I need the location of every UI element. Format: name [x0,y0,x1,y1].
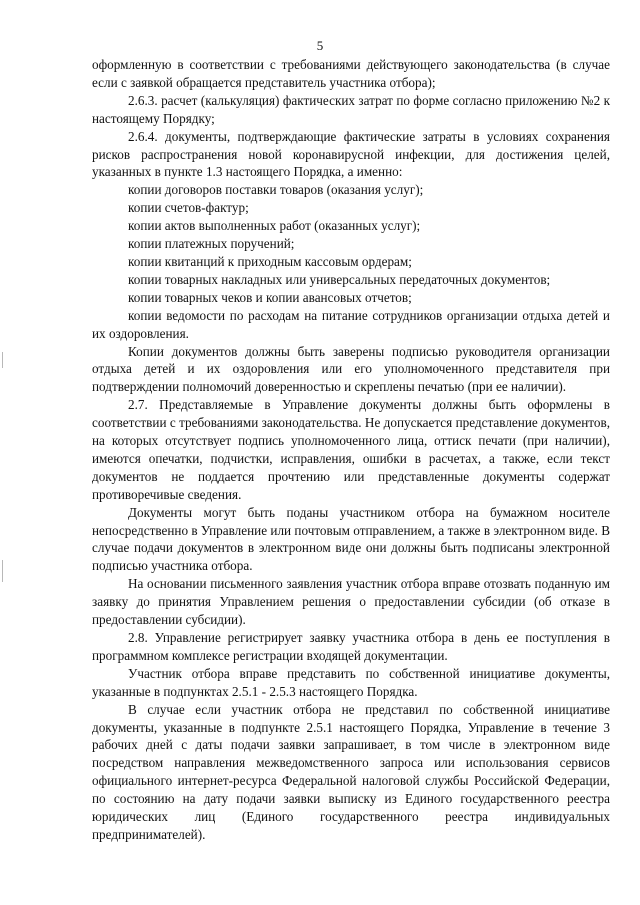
paragraph: 2.7. Представляемые в Управление документы должны быть оформлены в соответствии с требованиями законодательства. Не допускается представление документов, на которых отсутствует подпись уполномоченного лица, оттиск печати (при наличии), имеются опечатки, подчистки, исправления, ошибки в расчетах, а также, если текст документов не поддается прочтению или представленные документы содержат противоречивые сведения. [92,397,610,502]
paragraph: На основании письменного заявления участник отбора вправе отозвать поданную им заявку до принятия Управлением решения о предоставлении субсидии (об отказе в предоставлении субсидии). [92,576,610,628]
list-item: копии платежных поручений; [128,236,295,252]
scan-edge-mark [2,560,3,582]
scan-edge-mark [2,352,3,368]
list-item: копии актов выполненных работ (оказанных услуг); [128,218,421,234]
paragraph: оформленную в соответствии с требованиями действующего законодательства (в случае если с заявкой обращается представитель участника отбора); [92,57,610,90]
document-body [92,56,610,844]
page-number: 5 [316,38,324,53]
paragraph: Копии документов должны быть заверены подписью руководителя организации отдыха детей и их оздоровления или его уполномоченного представителя при подтверждении полномочий доверенностью и скреплены печатью (при ее наличии). [92,343,610,395]
list-item: копии счетов-фактур; [128,200,249,216]
paragraph: 2.8. Управление регистрирует заявку участника отбора в день ее поступления в программном комплексе регистрации входящей документации. [92,630,610,663]
paragraph: Документы могут быть поданы участником отбора на бумажном носителе непосредственно в Управление или почтовым отправлением, а также в электронном виде. В случае подачи документов в электронном виде они должны быть подписаны электронной подписью участника отбора. [92,504,610,574]
paragraph: В случае если участник отбора не представил по собственной инициативе документы, указанные в подпункте 2.5.1 настоящего Порядка, Управление в течение 3 рабочих дней с даты подачи заявки запрашивает, в том числе в электронном виде посредством направления межведомственного запроса или использования сервисов официального интернет-ресурса Федеральной налоговой службы Российской Федерации, по состоянию на дату подачи заявки выписку из Единого государственного реестра юридических лиц (Единого государственного реестра индивидуальных предпринимателей). [92,701,610,842]
list-item: копии квитанций к приходным кассовым ордерам; [128,253,412,269]
paragraph: 2.6.4. документы, подтверждающие фактические затраты в условиях сохранения рисков распространения новой коронавирусной инфекции, для достижения целей, указанных в пункте 1.3 настоящего Порядка, а именно: [92,128,610,180]
list-item: копии договоров поставки товаров (оказания услуг); [128,182,424,198]
paragraph: 2.6.3. расчет (калькуляция) фактических затрат по форме согласно приложению №2 к настоящему Порядку; [92,92,610,126]
list-item: копии ведомости по расходам на питание сотрудников организации отдыха детей и их оздоровления. [92,307,610,341]
paragraph: Участник отбора вправе представить по собственной инициативе документы, указанные в подпунктах 2.5.1 - 2.5.3 настоящего Порядка. [92,665,610,699]
list-item: копии товарных накладных или универсальных передаточных документов; [128,271,551,287]
list-item: копии товарных чеков и копии авансовых отчетов; [128,289,412,305]
